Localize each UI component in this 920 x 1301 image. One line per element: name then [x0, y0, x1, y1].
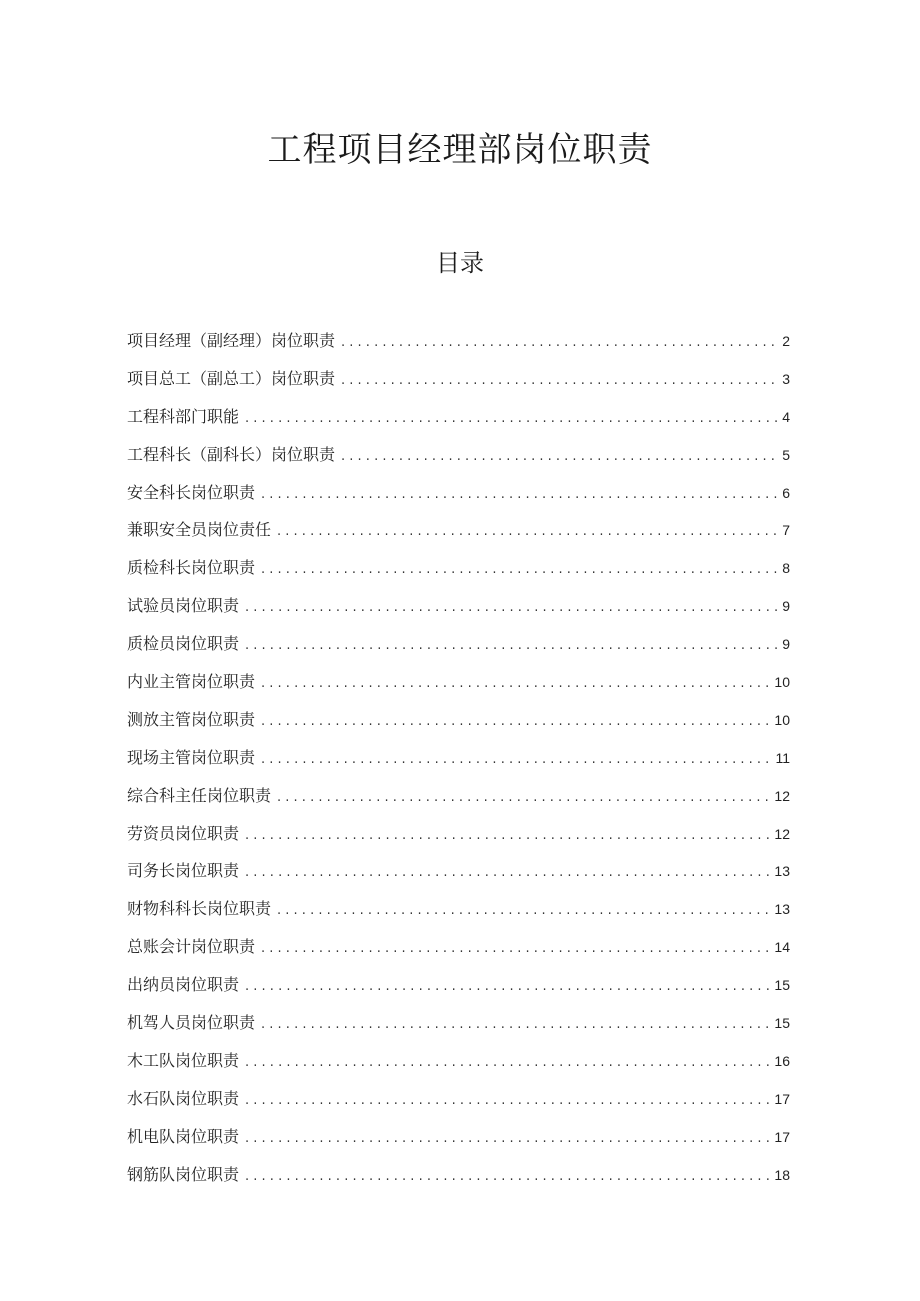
toc-entry-label: 司务长岗位职责	[127, 861, 240, 881]
toc-entry-page: 5	[782, 446, 790, 463]
toc-entry-page: 3	[782, 370, 790, 387]
toc-entry[interactable]	[127, 625, 790, 663]
toc-entry[interactable]	[127, 1004, 790, 1042]
toc-entry-label: 质检科长岗位职责	[127, 558, 256, 578]
toc-dot-leader	[277, 779, 770, 817]
toc-dot-leader	[261, 703, 770, 741]
toc-entry-page: 12	[774, 787, 790, 804]
toc-entry-page: 10	[774, 674, 790, 691]
toc-entry-page: 7	[782, 522, 790, 539]
toc-entry-label: 机电队岗位职责	[127, 1126, 240, 1146]
toc-entry[interactable]	[127, 322, 790, 360]
toc-dot-leader	[341, 438, 778, 476]
toc-entry-page: 4	[782, 408, 790, 425]
toc-entry-label: 水石队岗位职责	[127, 1088, 240, 1108]
toc-entry-label: 工程科部门职能	[127, 406, 240, 426]
toc-entry-page: 9	[782, 598, 790, 615]
toc-entry[interactable]	[127, 511, 790, 549]
toc-dot-leader	[261, 476, 778, 514]
toc-entry-label: 项目经理（副经理）岗位职责	[127, 331, 336, 350]
toc-entry-page: 14	[774, 939, 790, 956]
toc-entry[interactable]	[127, 777, 790, 815]
toc-dot-leader	[261, 930, 770, 968]
toc-dot-leader	[261, 665, 770, 703]
toc-entry[interactable]	[127, 360, 790, 398]
toc-entry-page: 10	[774, 711, 790, 728]
toc-dot-leader	[245, 627, 778, 665]
toc-dot-leader	[277, 892, 770, 930]
toc-entry-page: 8	[782, 560, 790, 577]
toc-entry-page: 2	[782, 333, 790, 349]
toc-entry-label: 兼职安全员岗位责任	[127, 520, 272, 540]
toc-entry-page: 16	[774, 1052, 790, 1069]
toc-dot-leader	[341, 324, 778, 362]
toc-entry-page: 17	[774, 1128, 790, 1145]
toc-entry[interactable]	[127, 1156, 790, 1194]
toc-entry-label: 出纳员岗位职责	[127, 975, 240, 995]
toc-dot-leader	[245, 817, 770, 855]
toc-entry-page: 13	[774, 863, 790, 880]
toc-dot-leader	[277, 513, 778, 551]
table-of-contents	[127, 322, 790, 1193]
toc-entry-page: 15	[774, 977, 790, 994]
toc-entry-label: 综合科主任岗位职责	[127, 785, 272, 805]
toc-dot-leader	[245, 1082, 770, 1120]
toc-entry[interactable]	[127, 398, 790, 436]
toc-dot-leader	[245, 1158, 770, 1196]
toc-entry[interactable]	[127, 815, 790, 853]
toc-entry-page: 12	[774, 825, 790, 842]
toc-dot-leader	[245, 854, 770, 892]
toc-entry[interactable]	[127, 587, 790, 625]
toc-entry-page: 9	[782, 636, 790, 653]
document-title: 工程项目经理部岗位职责	[267, 130, 653, 170]
toc-dot-leader	[245, 589, 778, 627]
toc-entry[interactable]	[127, 701, 790, 739]
toc-entry-label: 总账会计岗位职责	[127, 937, 256, 957]
toc-entry[interactable]	[127, 928, 790, 966]
toc-entry-label: 木工队岗位职责	[127, 1050, 240, 1070]
toc-entry-label: 试验员岗位职责	[127, 596, 240, 616]
toc-entry[interactable]	[127, 1042, 790, 1080]
toc-entry[interactable]	[127, 549, 790, 587]
toc-entry[interactable]	[127, 966, 790, 1004]
toc-entry-label: 内业主管岗位职责	[127, 672, 256, 692]
toc-entry[interactable]	[127, 1080, 790, 1118]
toc-entry-label: 现场主管岗位职责	[127, 747, 256, 767]
toc-entry[interactable]	[127, 663, 790, 701]
toc-entry-label: 工程科长（副科长）岗位职责	[127, 444, 336, 464]
toc-entry-page: 17	[774, 1090, 790, 1107]
toc-entry[interactable]	[127, 474, 790, 512]
toc-entry-page: 18	[774, 1166, 790, 1183]
toc-entry[interactable]	[127, 852, 790, 890]
toc-entry-label: 安全科长岗位职责	[127, 482, 256, 502]
toc-entry[interactable]	[127, 436, 790, 474]
toc-dot-leader	[261, 551, 778, 589]
toc-dot-leader	[245, 1120, 770, 1158]
toc-dot-leader	[245, 1044, 770, 1082]
toc-entry[interactable]	[127, 890, 790, 928]
toc-entry-page: 6	[782, 484, 790, 501]
toc-entry-label: 测放主管岗位职责	[127, 709, 256, 729]
toc-entry-label: 项目总工（副总工）岗位职责	[127, 368, 336, 388]
toc-dot-leader	[341, 362, 778, 400]
toc-entry-label: 钢筋队岗位职责	[127, 1164, 240, 1184]
toc-dot-leader	[245, 968, 770, 1006]
toc-heading: 目录	[436, 249, 484, 277]
toc-dot-leader	[261, 1006, 770, 1044]
toc-entry[interactable]	[127, 739, 790, 777]
toc-dot-leader	[245, 400, 778, 438]
toc-entry-page: 13	[774, 901, 790, 918]
toc-entry-label: 劳资员岗位职责	[127, 823, 240, 843]
toc-entry-label: 质检员岗位职责	[127, 634, 240, 654]
toc-entry[interactable]	[127, 1118, 790, 1156]
toc-dot-leader	[261, 741, 771, 779]
toc-entry-page: 15	[774, 1015, 790, 1032]
toc-entry-page: 11	[775, 749, 790, 766]
toc-entry-label: 财物科科长岗位职责	[127, 899, 272, 919]
toc-entry-label: 机驾人员岗位职责	[127, 1013, 256, 1033]
